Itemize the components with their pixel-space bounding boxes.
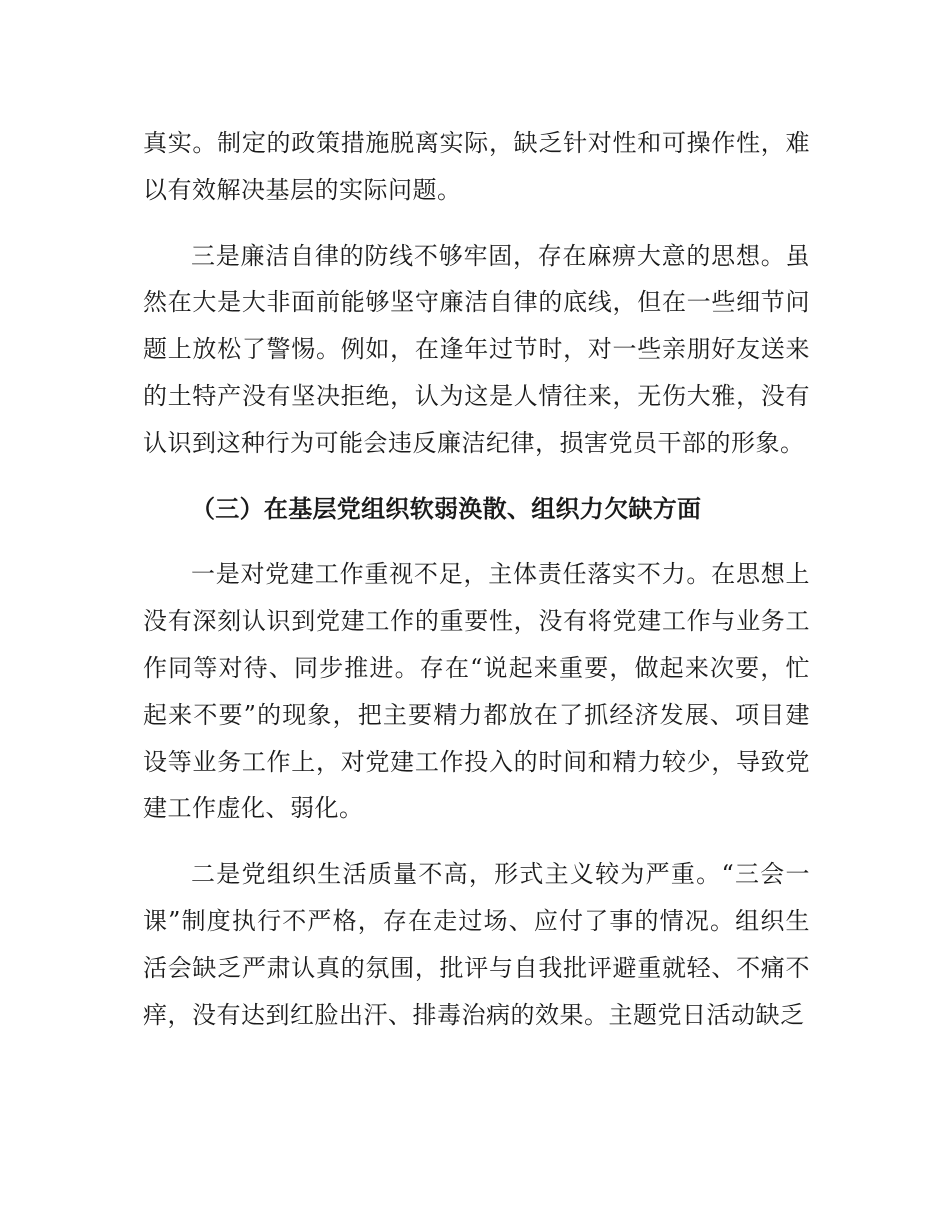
paragraph-continuation: 真实。制定的政策措施脱离实际，缺乏针对性和可操作性，难以有效解决基层的实际问题。: [143, 129, 810, 204]
section-heading: （三）在基层党组织软弱涣散、组织力欠缺方面: [191, 494, 702, 523]
paragraph-organization-life: 二是党组织生活质量不高，形式主义较为严重。“三会一课”制度执行不严格，存在走过场、应付了事的情况。组织生活会缺乏严肃认真的氛围，批评与自我批评避重就轻、不痛不痒，没有达到红脸出汗、排毒治病的效果。主题党日活动缺乏: [143, 860, 810, 1029]
paragraph-party-building: 一是对党建工作重视不足，主体责任落实不力。在思想上没有深刻认识到党建工作的重要性，没有将党建工作与业务工作同等对待、同步推进。存在“说起来重要，做起来次要，忙起来不要”的现象，把主要精力都放在了抓经济发展、项目建设等业务工作上，对党建工作投入的时间和精力较少，导致党建工作虚化、弱化。: [143, 560, 810, 823]
document-body: [143, 120, 810, 1057]
paragraph-integrity-discipline: 三是廉洁自律的防线不够牢固，存在麻痹大意的思想。虽然在大是大非面前能够坚守廉洁自律的底线，但在一些细节问题上放松了警惕。例如，在逢年过节时，对一些亲朋好友送来的土特产没有坚决拒绝，认为这是人情往来，无伤大雅，没有认识到这种行为可能会违反廉洁纪律，损害党员干部的形象。: [143, 241, 810, 457]
